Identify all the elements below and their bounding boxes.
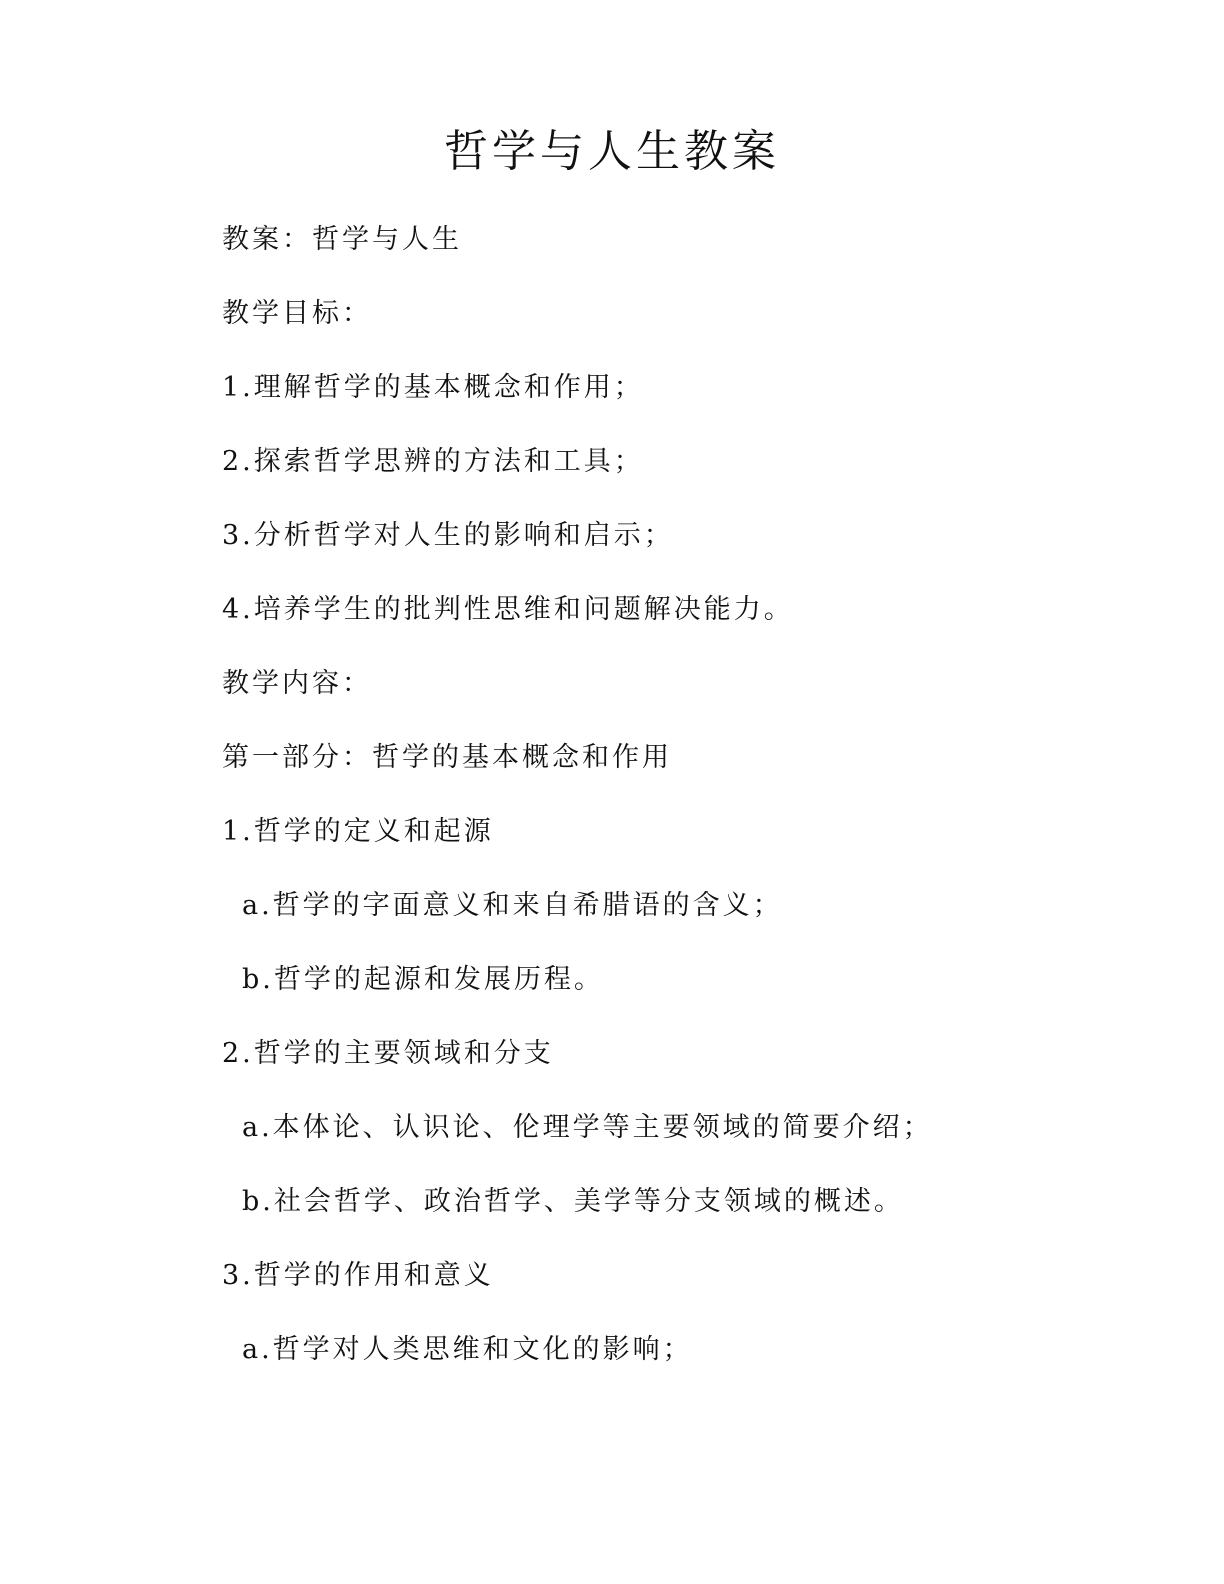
objective-item: 1.理解哲学的基本概念和作用； [222,372,644,403]
subtopic-item: a.本体论、认识论、伦理学等主要领域的简要介绍； [242,1112,933,1143]
topic-item: 2.哲学的主要领域和分支 [222,1038,554,1069]
topic-item: 3.哲学的作用和意义 [222,1260,494,1291]
lesson-plan-heading: 教案：哲学与人生 [222,224,462,255]
objective-item: 2.探索哲学思辨的方法和工具； [222,446,644,477]
subtopic-item: b.哲学的起源和发展历程。 [242,964,604,995]
objectives-heading: 教学目标： [222,298,372,329]
topic-item: 1.哲学的定义和起源 [222,816,494,847]
subtopic-item: a.哲学对人类思维和文化的影响； [242,1334,693,1365]
subtopic-item: b.社会哲学、政治哲学、美学等分支领域的概述。 [242,1186,904,1217]
subtopic-item: a.哲学的字面意义和来自希腊语的含义； [242,890,783,921]
objective-item: 4.培养学生的批判性思维和问题解决能力。 [222,594,794,625]
document-title: 哲学与人生教案 [444,126,780,177]
objective-item: 3.分析哲学对人生的影响和启示； [222,520,674,551]
content-heading: 教学内容： [222,668,372,699]
section-heading: 第一部分：哲学的基本概念和作用 [222,742,672,773]
